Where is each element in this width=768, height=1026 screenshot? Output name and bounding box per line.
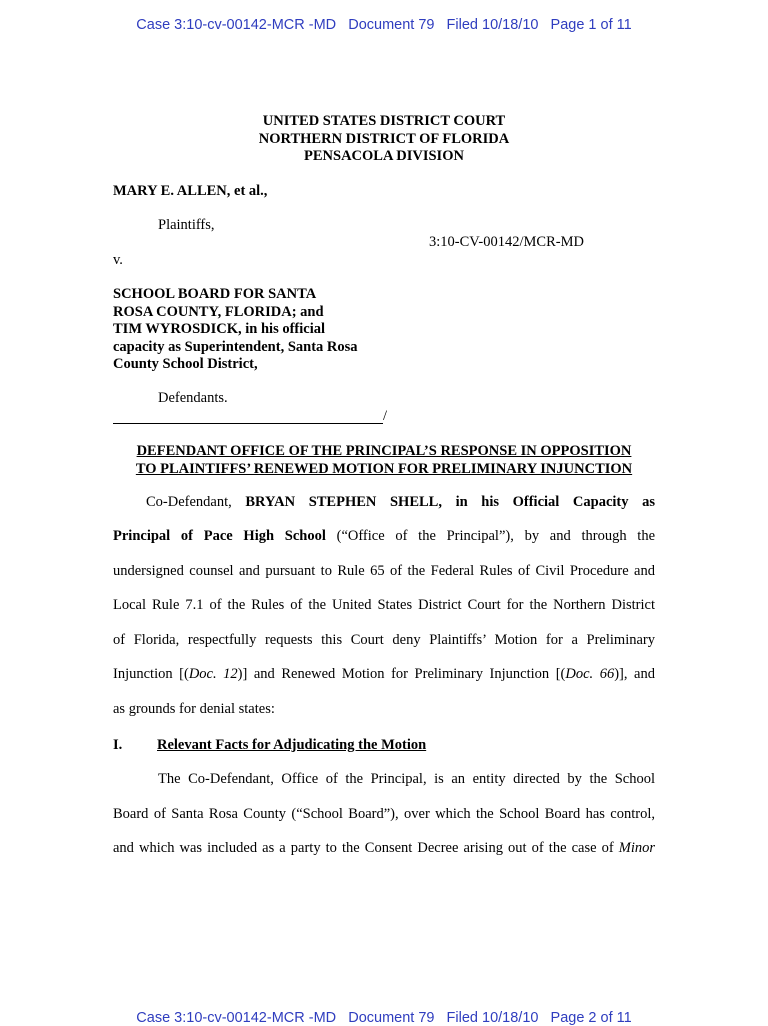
body-line: undersigned counsel and pursuant to Rule 65 of the Federal Rules of Civil Procedure and: [113, 563, 655, 579]
defendants-label: Defendants.: [158, 390, 228, 406]
versus: v.: [113, 252, 123, 268]
section-heading: Relevant Facts for Adjudicating the Motion: [157, 737, 427, 753]
page-header: Case 3:10-cv-00142-MCR -MD Document 79 Filed 10/18/10 Page 1 of 11: [136, 17, 632, 33]
doc-citation: Doc. 12: [188, 666, 238, 682]
defendant-line: TIM WYROSDICK, in his official: [113, 321, 326, 337]
facts-line: Board of Santa Rosa County (“School Board”), over which the School Board has control,: [113, 806, 655, 822]
body-line: Co-Defendant, BRYAN STEPHEN SHELL, in his Official Capacity as: [146, 494, 655, 510]
facts-line: and which was included as a party to the Consent Decree arising out of the case of Minor: [113, 840, 655, 856]
defendant-block: [113, 286, 358, 374]
caption-rule: [113, 423, 383, 424]
court-line-2: NORTHERN DISTRICT OF FLORIDA: [258, 130, 510, 147]
defendant-line: ROSA COUNTY, FLORIDA; and: [113, 303, 324, 320]
defendant-line: SCHOOL BOARD FOR SANTA: [113, 286, 317, 302]
court-line-3: PENSACOLA DIVISION: [304, 148, 464, 164]
title-line-2: TO PLAINTIFFS’ RENEWED MOTION FOR PRELIMINARY INJUNCTION: [135, 460, 633, 477]
plaintiff-name: MARY E. ALLEN, et al.,: [113, 183, 268, 199]
body-line: as grounds for denial states:: [113, 701, 275, 717]
doc-citation: Doc. 66: [565, 666, 615, 682]
body-line: Local Rule 7.1 of the Rules of the United States District Court for the Northern District: [113, 597, 655, 613]
plaintiffs-label: Plaintiffs,: [158, 217, 215, 233]
section-number: I.: [113, 737, 123, 753]
court-line-1: UNITED STATES DISTRICT COURT: [262, 113, 506, 129]
title-line-1: DEFENDANT OFFICE OF THE PRINCIPAL’S RESPONSE IN OPPOSITION: [136, 443, 632, 459]
case-number: 3:10-CV-00142/MCR-MD: [429, 234, 584, 250]
body-line: of Florida, respectfully requests this Court deny Plaintiffs’ Motion for a Preliminary: [113, 632, 655, 648]
caption-slash: /: [383, 408, 388, 424]
party-name: BRYAN STEPHEN SHELL, in his Official Capacity as: [245, 494, 655, 510]
case-name: Minor: [618, 840, 655, 856]
defendant-line: County School District,: [113, 356, 258, 372]
body-line: Injunction [(Doc. 12)] and Renewed Motion for Preliminary Injunction [(Doc. 66)], and: [113, 666, 655, 682]
document-title: [0, 443, 768, 478]
court-name: [0, 113, 768, 166]
party-title: Principal of Pace High School: [113, 528, 326, 544]
next-page-header: Case 3:10-cv-00142-MCR -MD Document 79 Filed 10/18/10 Page 2 of 11: [136, 1010, 632, 1026]
body-line: Principal of Pace High School (“Office of the Principal”), by and through the: [113, 528, 656, 544]
facts-line: The Co-Defendant, Office of the Principal, is an entity directed by the School: [158, 771, 655, 787]
defendant-line: capacity as Superintendent, Santa Rosa: [113, 338, 358, 355]
